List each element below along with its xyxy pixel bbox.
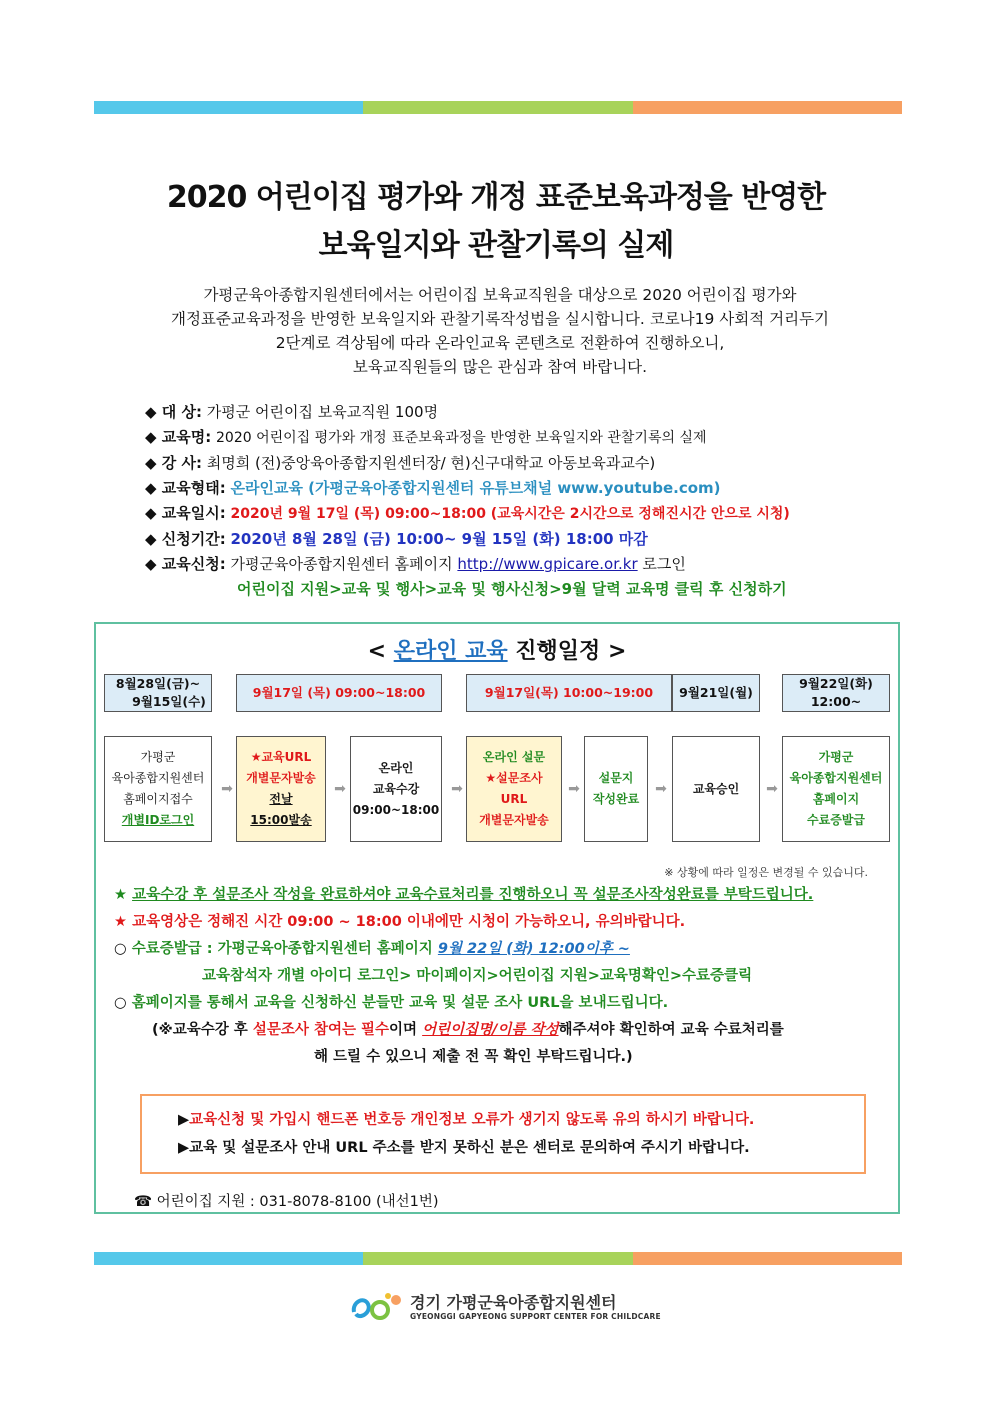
- step-text: 설문지: [598, 771, 634, 785]
- circle-icon: ○: [114, 941, 127, 957]
- step-text: URL: [500, 792, 528, 806]
- schedule-title-highlight: 온라인 교육: [393, 639, 508, 664]
- bottom-color-bar: [94, 1252, 902, 1265]
- info-list: [145, 400, 790, 602]
- info-label: ◆ 교육명:: [145, 428, 212, 446]
- info-lecturer: [145, 451, 790, 476]
- step-text: ★교육URL: [250, 750, 312, 764]
- step-text: 육아종합지원센터: [789, 771, 883, 785]
- note-text: 교육수강 후 설문조사 작성을 완료하셔야 교육수료처리를 진행하오니 꼭 설문조사작성완료를 부탁드립니다.: [132, 887, 814, 903]
- alert-text: 교육 및 설문조사 안내 URL 주소를 받지 못하신 분은 센터로 문의하여 주시기 바랍니다.: [189, 1140, 750, 1156]
- arrow-icon: ➡: [334, 781, 346, 797]
- homepage-link[interactable]: http://www.gpicare.or.kr: [457, 555, 638, 573]
- org-logo-icon: [350, 1290, 406, 1324]
- alert-1: [178, 1106, 864, 1134]
- note-text: 해주셔야 확인하여 교육 수료처리를: [558, 1022, 784, 1038]
- date-text: 9월15일(수): [132, 694, 206, 709]
- info-period: [145, 527, 790, 552]
- date-box-2: [236, 674, 442, 712]
- alert-2: [178, 1134, 864, 1162]
- info-label: ◆ 교육형태:: [145, 479, 226, 497]
- schedule-title-bracket: <: [367, 639, 387, 664]
- info-date: [145, 501, 790, 527]
- step-text: ★설문조사: [485, 771, 543, 785]
- triangle-icon: ▶: [178, 1112, 190, 1128]
- date-text: 9월17일 (목) 09:00~18:00: [252, 685, 426, 700]
- date-box-4: [672, 674, 760, 712]
- step-text: 온라인: [378, 760, 414, 775]
- alert-box: [140, 1094, 866, 1174]
- circle-icon: ○: [114, 995, 127, 1011]
- step-text: 수료증발급: [807, 813, 865, 827]
- intro-line: 가평군육아종합지원센터에서는 어린이집 보육교직원을 대상으로 2020 어린이집 평가와: [203, 286, 797, 304]
- info-type: [145, 476, 790, 501]
- notes-list: [114, 882, 884, 1071]
- date-text: 9월21일(월): [679, 685, 753, 700]
- step-survey-sms: [466, 736, 562, 842]
- info-label: ◆ 교육일시:: [145, 504, 226, 522]
- info-label: ◆ 신청기간:: [145, 530, 226, 548]
- arrow-icon: ➡: [568, 781, 580, 797]
- info-value: 최명희 (전)중앙육아종합지원센터장/ 현)신구대학교 아동보육과교수): [206, 454, 656, 472]
- arrow-icon: ➡: [451, 781, 463, 797]
- step-text: 온라인 설문: [482, 750, 546, 764]
- info-value: 온라인교육 (가평군육아종합지원센터 유튜브채널 www.youtube.com): [230, 479, 721, 497]
- info-value: 로그인: [642, 555, 686, 573]
- intro-line: 보육교직원들의 많은 관심과 참여 바랍니다.: [352, 358, 648, 376]
- date-box-5: [782, 674, 890, 712]
- apply-path: 어린이집 지원>교육 및 행사>교육 및 행사신청>9월 달력 교육명 클릭 후 신청하기: [237, 580, 787, 598]
- info-label: ◆ 대 상:: [145, 403, 202, 421]
- note-text: 설문조사 참여는 필수: [252, 1022, 390, 1038]
- info-target: [145, 400, 790, 425]
- info-value: 2020년 9월 17일 (목) 09:00~18:00 (교육시간은 2시간으로 정해진시간 안으로 시청): [230, 506, 790, 522]
- step-text: 개별ID로그인: [121, 813, 195, 827]
- schedule-title: [96, 634, 898, 665]
- step-online-class: [350, 736, 442, 842]
- date-text: 9월17일(목) 10:00~19:00: [484, 685, 654, 700]
- intro-line: 2단계로 격상됨에 따라 온라인교육 콘텐츠로 전환하여 진행하오니,: [275, 334, 725, 352]
- step-text: 교육수강: [372, 781, 420, 796]
- info-label: ◆ 교육신청:: [145, 555, 226, 573]
- info-course-name: [145, 425, 790, 451]
- step-text: 09:00~18:00: [352, 802, 440, 817]
- date-box-1: [104, 674, 212, 712]
- step-approval: [672, 736, 760, 842]
- schedule-title-bracket: >: [607, 639, 627, 664]
- arrow-icon: ➡: [766, 781, 778, 797]
- step-text: 홈페이지: [812, 792, 860, 806]
- note-text: 수료증발급 : 가평군육아종합지원센터 홈페이지: [131, 941, 433, 957]
- step-text: 가평군: [818, 750, 854, 764]
- date-text: 12:00~: [810, 694, 862, 709]
- step-text: 육아종합지원센터: [111, 771, 205, 785]
- info-value: 가평군 어린이집 보육교직원 100명: [206, 403, 439, 421]
- step-text: 전날: [269, 792, 293, 806]
- note-text: 교육참석자 개별 아이디 로그인> 마이페이지>어린이집 지원>교육명확인>수료증클릭: [202, 968, 753, 984]
- info-value: 2020 어린이집 평가와 개정 표준보육과정을 반영한 보육일지와 관찰기록의 실제: [216, 430, 707, 446]
- note-3: [114, 936, 884, 963]
- schedule-title-text: 진행일정: [515, 639, 601, 664]
- footer-logo: [350, 1290, 661, 1324]
- step-survey-done: [584, 736, 648, 842]
- info-value: 2020년 8월 28일 (금) 10:00~ 9월 15일 (화) 18:00 마감: [230, 530, 648, 548]
- note-5: [114, 1017, 884, 1044]
- note-text: (※교육수강 후: [152, 1022, 248, 1038]
- info-label: ◆ 강 사:: [145, 454, 202, 472]
- triangle-icon: ▶: [178, 1140, 190, 1156]
- arrow-icon: ➡: [655, 781, 667, 797]
- date-text: 9월22일(화): [799, 676, 873, 691]
- note-4: [114, 990, 884, 1017]
- note-text: 9월 22일 (화) 12:00이후 ~: [437, 941, 630, 957]
- top-color-bar: [94, 101, 902, 114]
- intro-line: 개정표준교육과정을 반영한 보육일지와 관찰기록작성법을 실시합니다. 코로나19 사회적 거리두기: [170, 310, 830, 328]
- step-text: 개별문자발송: [246, 771, 316, 785]
- org-name: 경기 가평군육아종합지원센터: [410, 1292, 617, 1312]
- step-text: 홈페이지접수: [123, 792, 193, 806]
- contact-line: [134, 1190, 439, 1211]
- arrow-icon: ➡: [221, 781, 233, 797]
- alert-text: 교육신청 및 가입시 핸드폰 번호등 개인정보 오류가 생기지 않도록 유의 하시기 바랍니다.: [189, 1112, 755, 1128]
- step-text: 15:00발송: [250, 813, 312, 827]
- note-text: 교육영상은 정해진 시간 09:00 ~ 18:00 이내에만 시청이 가능하오니, 유의바랍니다.: [132, 914, 686, 930]
- title-line-2: 보육일지와 관찰기록의 실제: [318, 228, 674, 263]
- info-apply: [145, 552, 790, 577]
- date-text: 8월28일(금)~: [115, 676, 201, 691]
- star-icon: ★: [114, 914, 127, 930]
- note-text: 홈페이지를 통해서 교육을 신청하신 분들만 교육 및 설문 조사 URL을 보내드립니다.: [131, 995, 669, 1011]
- contact-text: 어린이집 지원 : 031-8078-8100 (내선1번): [156, 1194, 439, 1210]
- step-text: 개별문자발송: [479, 813, 549, 827]
- star-icon: ★: [114, 887, 127, 903]
- note-1: [114, 882, 884, 909]
- step-text: 교육승인: [692, 781, 740, 796]
- phone-icon: ☎: [134, 1194, 153, 1210]
- schedule-box: [94, 622, 900, 1214]
- note-text: 어린이집명/이름 작성: [422, 1022, 559, 1038]
- info-value: 가평군육아종합지원센터 홈페이지: [230, 555, 453, 573]
- step-text: 가평군: [140, 750, 176, 764]
- note-2: [114, 909, 884, 936]
- note-text: 해 드릴 수 있으니 제출 전 꼭 확인 부탁드립니다.): [314, 1049, 633, 1065]
- step-url-sms: [236, 736, 326, 842]
- org-name-english: GYEONGGI GAPYEONG SUPPORT CENTER FOR CHILDCARE: [410, 1311, 661, 1321]
- date-box-3: [466, 674, 672, 712]
- step-certificate: [782, 736, 890, 842]
- schedule-change-note: ※ 상황에 따라 일정은 변경될 수 있습니다.: [664, 866, 868, 879]
- note-text: 이며: [389, 1022, 418, 1038]
- title-line-1: 2020 어린이집 평가와 개정 표준보육과정을 반영한: [166, 180, 826, 215]
- intro-paragraph: [120, 283, 880, 379]
- step-text: 작성완료: [592, 792, 640, 806]
- step-homepage-signup: [104, 736, 212, 842]
